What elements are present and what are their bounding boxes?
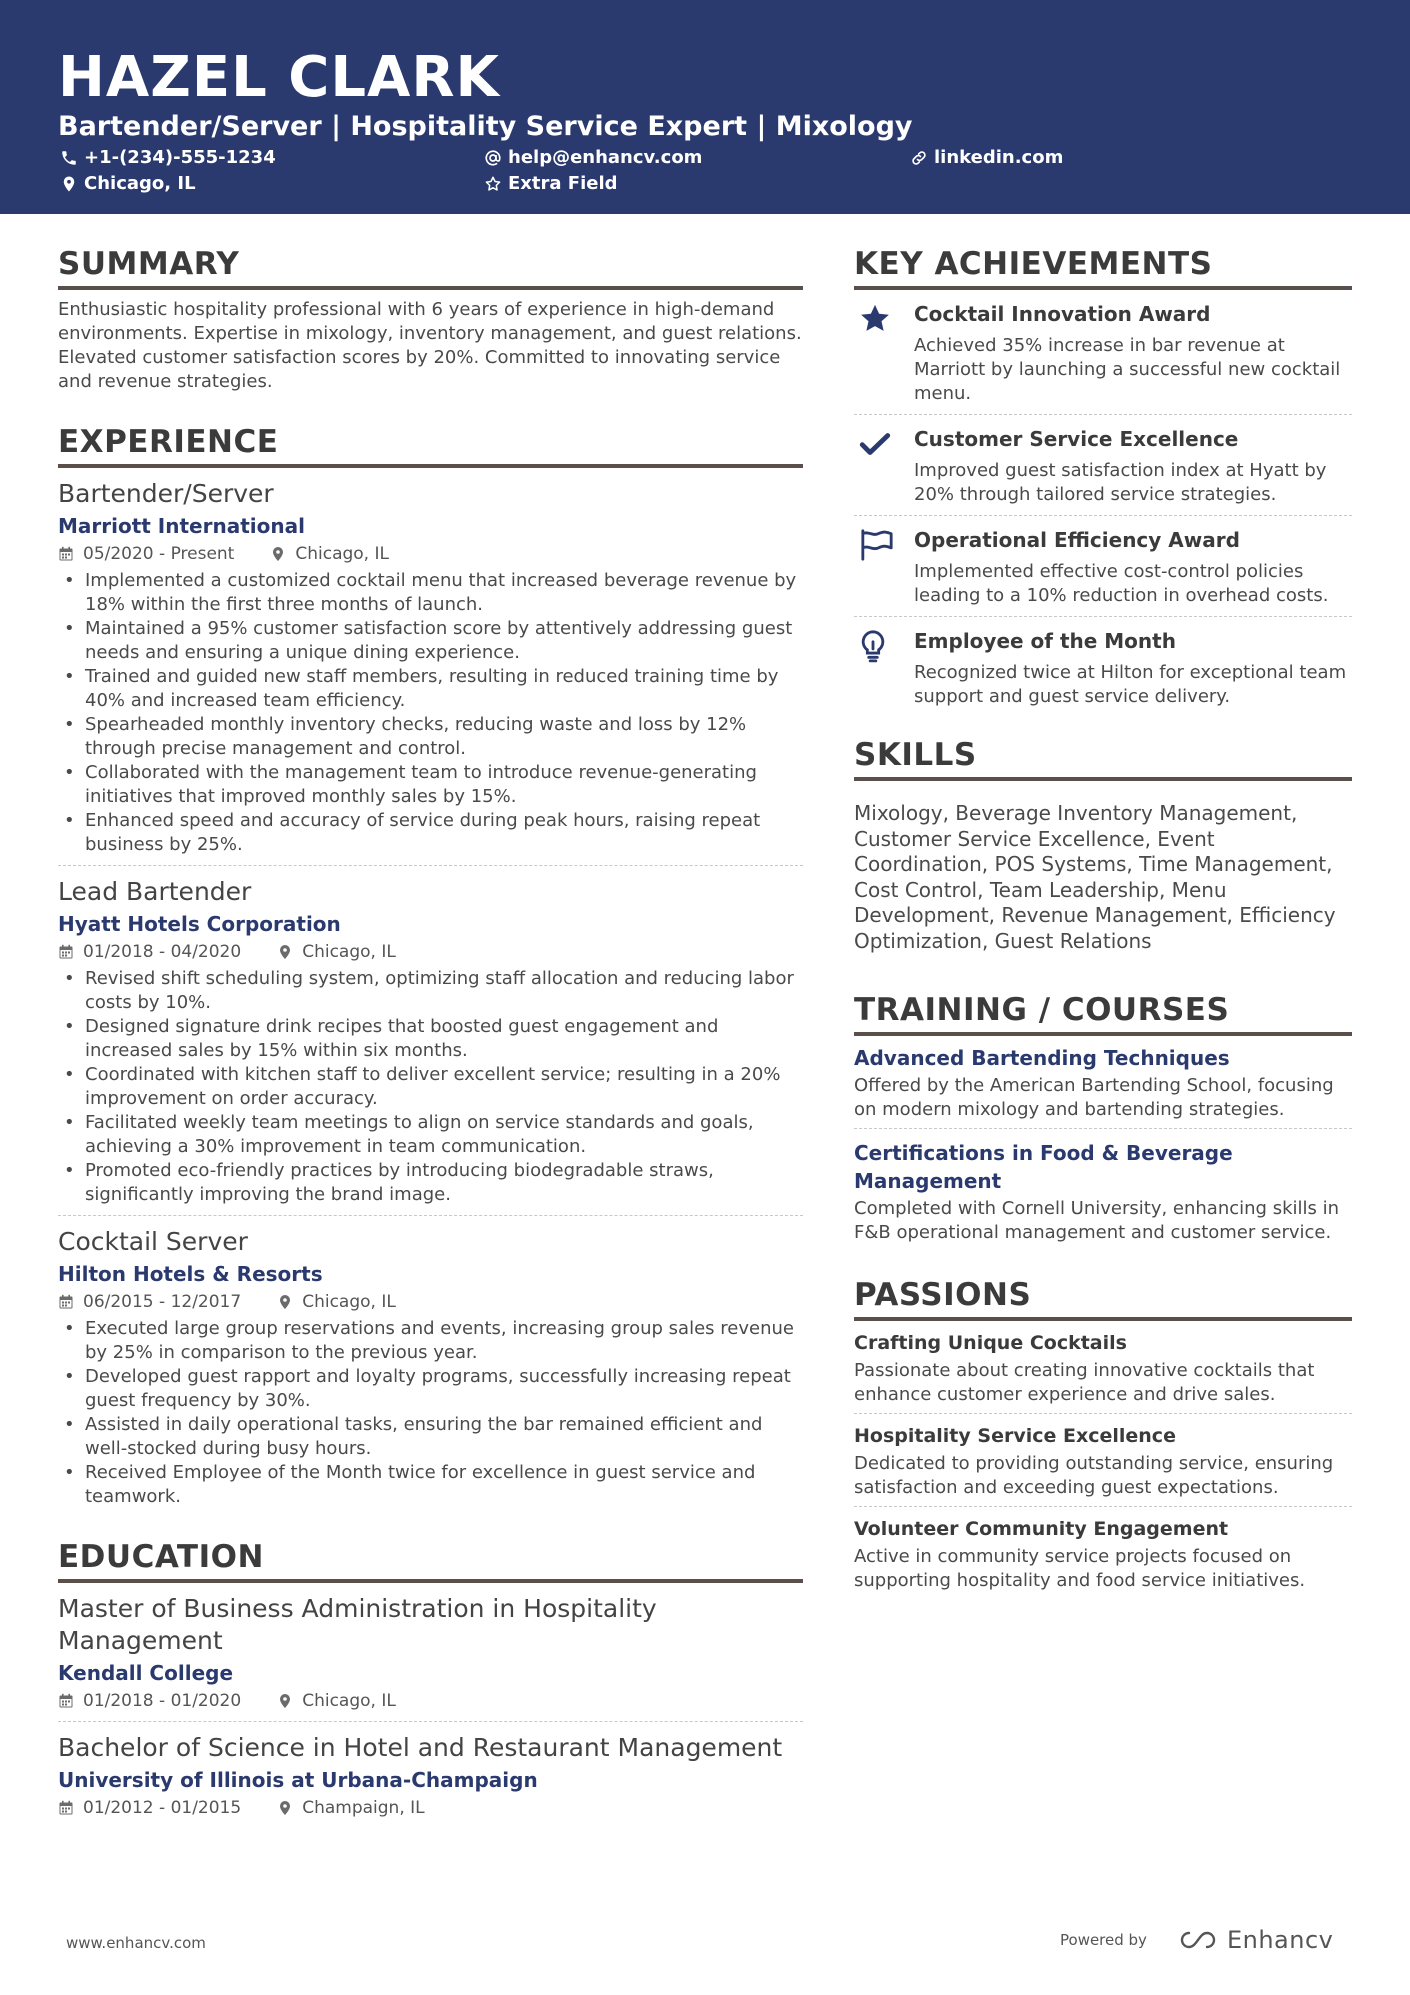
email-text: help@enhancv.com [508, 147, 703, 168]
company-name: Hilton Hotels & Resorts [58, 1262, 323, 1286]
passion-title: Hospitality Service Excellence [854, 1425, 1176, 1447]
passions-heading: PASSIONS [854, 1275, 1352, 1321]
education-item [58, 1593, 803, 1722]
location-pin-icon [277, 1800, 293, 1816]
job-bullets [58, 967, 803, 1207]
skills-heading: SKILLS [854, 735, 1352, 781]
job-bullets [58, 1317, 803, 1509]
job-title: Lead Bartender [58, 877, 252, 906]
divider [58, 1215, 803, 1216]
training-heading: TRAINING / COURSES [854, 990, 1352, 1036]
course-desc: Offered by the American Bartending School, focusing on modern mixology and bartending strategies. [854, 1075, 1334, 1120]
achievement-item [854, 415, 1352, 515]
job-bullet: • Maintained a 95% customer satisfaction score by attentively addressing guest needs and ensuring a unique dining experience. [58, 617, 803, 665]
calendar-icon [58, 1294, 74, 1310]
contact-location [60, 172, 196, 196]
job-bullet: • Developed guest rapport and loyalty programs, successfully increasing repeat guest frequency by 30%. [58, 1365, 803, 1413]
education-meta [58, 1689, 803, 1713]
candidate-headline: Bartender/Server | Hospitality Service Expert | Mixology [58, 111, 913, 142]
powered-by-text: Powered by [1060, 1931, 1147, 1949]
education-location: Champaign, IL [302, 1798, 425, 1818]
passion-item [854, 1329, 1352, 1407]
left-column [58, 244, 803, 1820]
summary-section [58, 244, 803, 394]
passion-item [854, 1422, 1352, 1500]
job-bullet: • Implemented a customized cocktail menu that increased beverage revenue by 18% within the first three months of launch. [58, 569, 803, 617]
summary-text: Enthusiastic hospitality professional with 6 years of experience in high-demand environments. Expertise in mixology, inventory management, and guest relations. Elevated customer satisfaction scores by 20%. Committed to innovating service and revenue strategies. [58, 299, 802, 392]
footer-website[interactable]: www.enhancv.com [66, 1934, 206, 1952]
job-dates: 05/2020 - Present [83, 544, 235, 564]
location-text: Chicago, IL [84, 173, 196, 194]
lightbulb-icon [858, 629, 888, 663]
job-location: Chicago, IL [295, 544, 389, 564]
flag-icon [858, 528, 896, 562]
job-bullet: • Received Employee of the Month twice for excellence in guest service and teamwork. [58, 1461, 803, 1509]
calendar-icon [58, 944, 74, 960]
contact-email[interactable] [484, 146, 702, 170]
job-bullet: • Spearheaded monthly inventory checks, reducing waste and loss by 12% through precise management and control. [58, 713, 803, 761]
job-meta [58, 542, 803, 566]
course-item [854, 1139, 1352, 1245]
link-icon [910, 149, 928, 167]
location-pin-icon [277, 1693, 293, 1709]
degree-title: Bachelor of Science in Hotel and Restaurant Management [58, 1733, 783, 1762]
degree-title: Master of Business Administration in Hospitality Management [58, 1594, 657, 1655]
achievement-desc: Achieved 35% increase in bar revenue at Marriott by launching a successful new cocktail menu. [914, 335, 1341, 404]
right-column [854, 244, 1352, 1593]
passions-section [854, 1275, 1352, 1593]
job-bullet: • Revised shift scheduling system, optimizing staff allocation and reducing labor costs by 10%. [58, 967, 803, 1015]
passion-desc: Passionate about creating innovative cocktails that enhance customer experience and drive sales. [854, 1360, 1315, 1405]
job-location: Chicago, IL [302, 942, 396, 962]
resume-header [0, 0, 1410, 214]
divider [854, 1506, 1352, 1507]
checkmark-icon [858, 427, 892, 461]
divider [854, 1128, 1352, 1129]
achievement-title: Operational Efficiency Award [914, 528, 1240, 552]
achievement-title: Employee of the Month [914, 629, 1176, 653]
enhancv-logo-icon [1175, 1927, 1221, 1953]
course-title: Certifications in Food & Beverage Management [854, 1141, 1233, 1193]
calendar-icon [58, 546, 74, 562]
phone-icon [60, 149, 78, 167]
job-bullet: • Promoted eco-friendly practices by introducing biodegradable straws, significantly improving the brand image. [58, 1159, 803, 1207]
job-bullet: • Executed large group reservations and events, increasing group sales revenue by 25% in comparison to the previous year. [58, 1317, 803, 1365]
divider [58, 865, 803, 866]
education-section [58, 1537, 803, 1820]
achievement-item [854, 516, 1352, 616]
divider [854, 1413, 1352, 1414]
school-name: Kendall College [58, 1661, 234, 1685]
location-pin-icon [277, 944, 293, 960]
experience-heading: EXPERIENCE [58, 422, 803, 468]
achievement-desc: Implemented effective cost-control policies leading to a 10% reduction in overhead costs. [914, 561, 1329, 606]
passion-desc: Active in community service projects focused on supporting hospitality and food service initiatives. [854, 1546, 1306, 1591]
education-dates: 01/2018 - 01/2020 [83, 1691, 242, 1711]
star-icon [858, 302, 892, 336]
contact-phone[interactable] [60, 146, 276, 170]
brand-name: Enhancv [1226, 1926, 1334, 1954]
achievements-heading: KEY ACHIEVEMENTS [854, 244, 1352, 290]
job-bullet: • Facilitated weekly team meetings to align on service standards and goals, achieving a 30% improvement in team communication. [58, 1111, 803, 1159]
achievements-section [854, 244, 1352, 717]
job-location: Chicago, IL [302, 1292, 396, 1312]
experience-item [58, 876, 803, 1216]
company-name: Marriott International [58, 514, 305, 538]
job-bullet: • Coordinated with kitchen staff to deliver excellent service; resulting in a 20% improvement on order accuracy. [58, 1063, 803, 1111]
achievement-item [854, 290, 1352, 414]
education-item [58, 1732, 803, 1820]
phone-text: +1-(234)-555-1234 [84, 147, 276, 168]
summary-heading: SUMMARY [58, 244, 803, 290]
achievement-item [854, 617, 1352, 717]
school-name: University of Illinois at Urbana-Champaign [58, 1768, 538, 1792]
passion-title: Crafting Unique Cocktails [854, 1332, 1127, 1354]
location-pin-icon [277, 1294, 293, 1310]
job-dates: 01/2018 - 04/2020 [83, 942, 242, 962]
education-location: Chicago, IL [302, 1691, 396, 1711]
achievement-desc: Improved guest satisfaction index at Hyatt by 20% through tailored service strategies. [914, 460, 1327, 505]
extra-field-text: Extra Field [508, 173, 618, 194]
at-sign-icon [484, 149, 502, 167]
job-title: Bartender/Server [58, 479, 274, 508]
linkedin-text: linkedin.com [934, 147, 1064, 168]
job-bullet: • Designed signature drink recipes that boosted guest engagement and increased sales by 15% within six months. [58, 1015, 803, 1063]
course-title: Advanced Bartending Techniques [854, 1046, 1230, 1070]
education-dates: 01/2012 - 01/2015 [83, 1798, 242, 1818]
passion-item [854, 1515, 1352, 1593]
star-outline-icon [484, 175, 502, 193]
experience-section [58, 422, 803, 1509]
skills-section [854, 735, 1352, 954]
experience-item [58, 1226, 803, 1509]
education-heading: EDUCATION [58, 1537, 803, 1583]
location-pin-icon [270, 546, 286, 562]
job-title: Cocktail Server [58, 1227, 248, 1256]
achievement-desc: Recognized twice at Hilton for exceptional team support and guest service delivery. [914, 662, 1347, 707]
course-desc: Completed with Cornell University, enhancing skills in F&B operational management and customer service. [854, 1198, 1340, 1243]
contact-extra [484, 172, 618, 196]
job-dates: 06/2015 - 12/2017 [83, 1292, 242, 1312]
company-name: Hyatt Hotels Corporation [58, 912, 341, 936]
achievement-title: Customer Service Excellence [914, 427, 1239, 451]
candidate-name: HAZEL CLARK [58, 45, 500, 110]
divider [58, 1721, 803, 1722]
passion-desc: Dedicated to providing outstanding service, ensuring satisfaction and exceeding guest expectations. [854, 1453, 1334, 1498]
education-meta [58, 1796, 803, 1820]
passion-title: Volunteer Community Engagement [854, 1518, 1229, 1540]
job-bullet: • Assisted in daily operational tasks, ensuring the bar remained efficient and well-stocked during busy hours. [58, 1413, 803, 1461]
calendar-icon [58, 1693, 74, 1709]
training-section [854, 990, 1352, 1245]
location-pin-icon [60, 175, 78, 193]
job-meta [58, 940, 803, 964]
job-bullets [58, 569, 803, 857]
achievement-title: Cocktail Innovation Award [914, 302, 1211, 326]
job-bullet: • Trained and guided new staff members, resulting in reduced training time by 40% and increased team efficiency. [58, 665, 803, 713]
job-meta [58, 1290, 803, 1314]
job-bullet: • Collaborated with the management team to introduce revenue-generating initiatives that improved monthly sales by 15%. [58, 761, 803, 809]
experience-item [58, 478, 803, 866]
calendar-icon [58, 1800, 74, 1816]
course-item [854, 1044, 1352, 1122]
contact-linkedin[interactable] [910, 146, 1063, 170]
job-bullet: • Enhanced speed and accuracy of service during peak hours, raising repeat business by 25%. [58, 809, 803, 857]
footer-branding[interactable] [1060, 1926, 1333, 1954]
skills-text: Mixology, Beverage Inventory Management, Customer Service Excellence, Event Coordination, POS Systems, Time Management, Cost Control, Team Leadership, Menu Development, Revenue Management, Efficiency Optimization, Guest Relations [854, 801, 1336, 953]
